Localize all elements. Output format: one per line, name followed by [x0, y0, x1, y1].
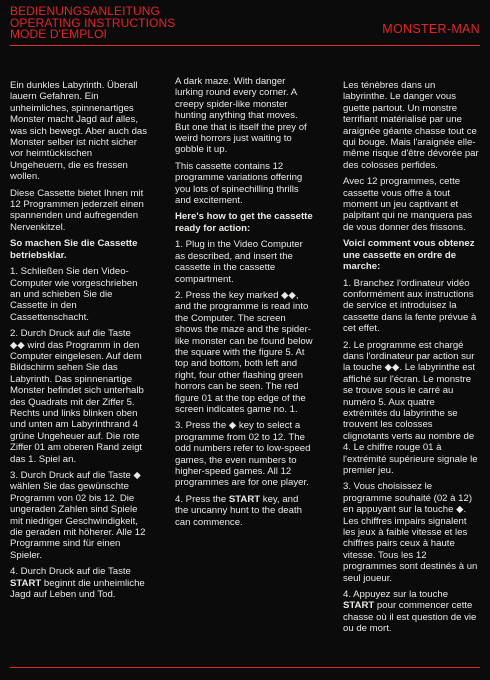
title-line-french: MODE D'EMPLOI	[10, 27, 107, 41]
french-step-2: 2. Le programme est chargé dans l'ordinateur par action sur la touche ◆◆. Le labyrinthe est affiché sur l'écran. Le monstre se trouve sous le carré au numéro 5. Aux quatre extrémités du labyrinthe se trouvent les colosses clignotants verts au nombre de 4. Le chiffre rouge 01 à l'extrémité supérieure signale le premier jeu.	[343, 339, 478, 476]
english-step-1: 1. Plug in the Video Computer as described, and insert the cassette in the cassette compartment.	[175, 239, 303, 285]
french-intro-2: Avec 12 programmes, cette cassette vous offre à tout moment un jeu captivant et palpitant qui ne manquera pas de vous donner des frissons.	[343, 176, 473, 233]
english-intro-2: This cassette contains 12 programme variations offering you lots of spinechilling thrills and excitement.	[175, 160, 303, 207]
german-step-4-post: beginnt die unheimliche Jagd auf Leben und Tod.	[10, 577, 145, 601]
german-intro: Ein dunkles Labyrinth. Überall lauern Gefahren. Ein unheimliches, spinnenartiges Monster macht Jagd auf alles, was sich bewegt. Aber auch das Monster selber ist nicht sicher vor heimtückischen Ungeheuern, die es fressen wollen.	[10, 80, 148, 183]
german-step-3: 3. Durch Druck auf die Taste ◆ wählen Sie das gewünschte Programm von 02 bis 12. Die ungeraden Zahlen sind Spiele mit niedriger Geschwindigkeit, die geraden mit höherer. Alle 12 Programme sind für einen Spieler.	[10, 470, 146, 561]
french-step-4	[343, 589, 481, 635]
title-line-english: OPERATING INSTRUCTIONS	[10, 15, 176, 30]
german-step-2: 2. Durch Druck auf die Taste ◆◆ wird das Programm in den Computer eingelesen. Auf dem Bildschirm sehen Sie das Labyrinth. Das spinnenartige Monster befindet sich unterhalb des Quadrats mit der Ziffer 5. Rechts und links blinken oben und unten am Labyrinthrand 4 grüne Ungeheuer auf. Die rote Ziffer 01 am oberen Rand zeigt das 1. Spiel an.	[10, 328, 144, 465]
english-step-4-post: key, and the uncanny hunt to the death can commence.	[175, 493, 302, 528]
german-heading: So machen Sie die Cassette betriebsklar.	[10, 238, 138, 261]
french-start-key: START	[343, 600, 375, 612]
column-english	[175, 76, 313, 533]
english-step-4-pre: 4. Press the	[175, 493, 229, 505]
header	[10, 4, 480, 41]
german-step-4-pre: 4. Durch Druck auf die Taste	[10, 566, 131, 578]
english-step-3: 3. Press the ◆ key to select a programme from 02 to 12. The odd numbers refer to low-speed games, the even numbers to higher-speed games. All 12 programmes are for one player.	[175, 420, 311, 489]
english-intro: A dark maze. With danger lurking round every corner. A creepy spider-like monster hunting anything that moves. But one that is itself the prey of weird horrors just waiting to gobble it up.	[175, 76, 307, 156]
french-step-1: 1. Branchez l'ordinateur vidéo conformément aux instructions de service et introduisez la cassette dans la fente prévue à cet effet.	[343, 277, 477, 335]
french-step-4-post: pour commencer cette chasse où il est question de vie ou de mort.	[343, 600, 477, 635]
german-step-1: 1. Schließen Sie den Video-Computer wie vorgeschrieben an und schieben Sie die Cassette in den Cassettenschacht.	[10, 266, 138, 323]
english-start-key: START	[228, 493, 261, 505]
bottom-divider	[10, 667, 480, 668]
top-divider	[10, 45, 480, 46]
french-step-3: 3. Vous choisissez le programme souhaité (02 à 12) en appuyant sur la touche ◆. Les chiffres impairs signalent les jeux à faible vitesse et les chiffres pairs ceux à haute vitesse. Tous les 12 programmes sont destinés à un seul joueur.	[343, 481, 478, 584]
french-step-4-pre: 4. Appuyez sur la touche	[343, 589, 449, 601]
french-intro: Les ténèbres dans un labyrinthe. Le danger vous guette partout. Un monstre terrifiant matérialisé par une araignée géante chasse tout ce qui bouge. Mais l'araignée elle-même risque d'être dévorée par des colosses perfides.	[343, 80, 479, 171]
german-step-4	[10, 566, 148, 600]
instructions-title	[10, 6, 175, 41]
english-heading: Here's how to get the cassette ready for action:	[175, 211, 313, 234]
product-name: MONSTER-MAN	[382, 22, 480, 36]
column-german	[10, 80, 148, 605]
german-intro-2: Diese Cassette bietet Ihnen mit 12 Programmen jederzeit einen spannenden und aufregenden Nervenkitzel.	[10, 187, 144, 233]
french-heading: Voici comment vous obtenez une cassette en ordre de marche:	[343, 238, 475, 273]
english-step-2: 2. Press the key marked ◆◆, and the programme is read into the Computer. The screen shows the maze and the spider-like monster can be found below the square with the figure 5. At top and bottom, both left and right, four other flashing green horrors can be seen. The red figure 01 at the top edge of the screen indicates game no. 1.	[175, 289, 313, 415]
german-start-key: START	[10, 577, 42, 589]
english-step-4	[175, 494, 313, 528]
title-line-german: BEDIENUNGSANLEITUNG	[10, 4, 160, 18]
column-french	[343, 80, 481, 640]
